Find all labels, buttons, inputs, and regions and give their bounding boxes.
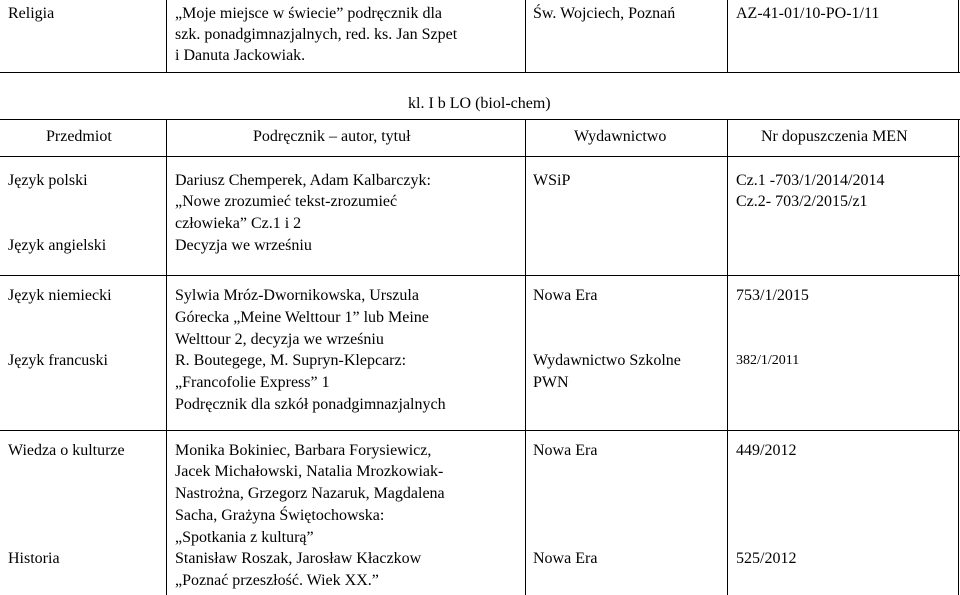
group2-publisher-2-line-1: Wydawnictwo Szkolne — [533, 352, 681, 369]
main-table-divider-3 — [727, 119, 728, 595]
group2-book-line-5: „Francofolie Express” 1 — [175, 374, 330, 391]
group2-book-line-1: Sylwia Mróz-Dwornikowska, Urszula — [175, 287, 419, 304]
top-table-bottom-border — [0, 72, 960, 73]
group3-approval-2: 525/2012 — [736, 550, 797, 567]
group3-publisher-1: Nowa Era — [533, 442, 598, 459]
religia-approval: AZ-41-01/10-PO-1/11 — [736, 5, 880, 22]
group2-subject-1: Język niemiecki — [8, 287, 112, 304]
group1-bottom-border — [0, 275, 960, 276]
group1-subject-1: Język polski — [8, 172, 88, 189]
top-table-divider-2 — [525, 0, 526, 73]
group1-book-line-1: Dariusz Chemperek, Adam Kalbarczyk: — [175, 172, 431, 189]
group1-book-line-2: „Nowe zrozumieć tekst-zrozumieć — [175, 193, 398, 210]
group3-book-line-5: „Spotkania z kulturą” — [175, 529, 314, 546]
group2-publisher-1: Nowa Era — [533, 287, 598, 304]
top-table-right-border — [958, 0, 959, 73]
main-table-divider-1 — [166, 119, 167, 595]
group2-book-line-4: R. Boutegege, M. Supryn-Klepcarz: — [175, 352, 407, 369]
group1-approval-line-2: Cz.2- 703/2/2015/z1 — [736, 193, 868, 210]
main-table-right-border — [958, 119, 959, 595]
group3-book-line-1: Monika Bokiniec, Barbara Forysiewicz, — [175, 442, 432, 459]
group3-approval-1: 449/2012 — [736, 442, 797, 459]
group3-subject-1: Wiedza o kulturze — [8, 442, 125, 459]
religia-book-line-2: szk. ponadgimnazjalnych, red. ks. Jan Szpet — [175, 26, 458, 43]
group3-book-line-4: Sacha, Grażyna Świętochowska: — [175, 507, 385, 524]
top-table-divider-1 — [166, 0, 167, 73]
religia-publisher: Św. Wojciech, Poznań — [533, 5, 676, 22]
group2-book-line-2: Górecka „Meine Welttour 1” lub Meine — [175, 309, 429, 326]
group1-subject-2: Język angielski — [8, 237, 107, 254]
group2-approval-2: 382/1/2011 — [736, 353, 800, 368]
header-book: Podręcznik – autor, tytuł — [253, 128, 411, 145]
group3-subject-2: Historia — [8, 550, 60, 567]
group2-book-line-3: Welttour 2, decyzja we wrześniu — [175, 331, 384, 348]
group1-book-line-4: Decyzja we wrześniu — [175, 237, 312, 254]
main-table-divider-2 — [525, 119, 526, 595]
group3-book-line-3: Nastrożna, Grzegorz Nazaruk, Magdalena — [175, 485, 445, 502]
class-title: kl. I b LO (biol-chem) — [408, 95, 551, 112]
header-publisher: Wydawnictwo — [574, 128, 667, 145]
group3-book-line-2: Jacek Michałowski, Natalia Mrozkowiak- — [175, 463, 444, 480]
main-table-top-border — [0, 119, 960, 120]
header-subject: Przedmiot — [46, 128, 112, 145]
group2-bottom-border — [0, 430, 960, 431]
group1-approval-line-1: Cz.1 -703/1/2014/2014 — [736, 172, 885, 189]
group1-book-line-3: człowieka” Cz.1 i 2 — [175, 215, 302, 232]
religia-book-line-3: i Danuta Jackowiak. — [175, 47, 306, 64]
header-approval: Nr dopuszczenia MEN — [761, 128, 908, 145]
group3-book-line-7: „Poznać przeszłość. Wiek XX.” — [175, 572, 379, 589]
group3-publisher-2: Nowa Era — [533, 550, 598, 567]
group1-publisher: WSiP — [533, 172, 571, 189]
group2-subject-2: Język francuski — [8, 352, 108, 369]
top-table-divider-3 — [727, 0, 728, 73]
group2-publisher-2-line-2: PWN — [533, 374, 569, 391]
group2-approval-1: 753/1/2015 — [736, 287, 809, 304]
group3-book-line-6: Stanisław Roszak, Jarosław Kłaczkow — [175, 550, 422, 567]
religia-book-line-1: „Moje miejsce w świecie” podręcznik dla — [175, 5, 442, 22]
group2-book-line-6: Podręcznik dla szkół ponadgimnazjalnych — [175, 396, 446, 413]
religia-subject: Religia — [8, 5, 55, 22]
header-row-border — [0, 156, 960, 157]
